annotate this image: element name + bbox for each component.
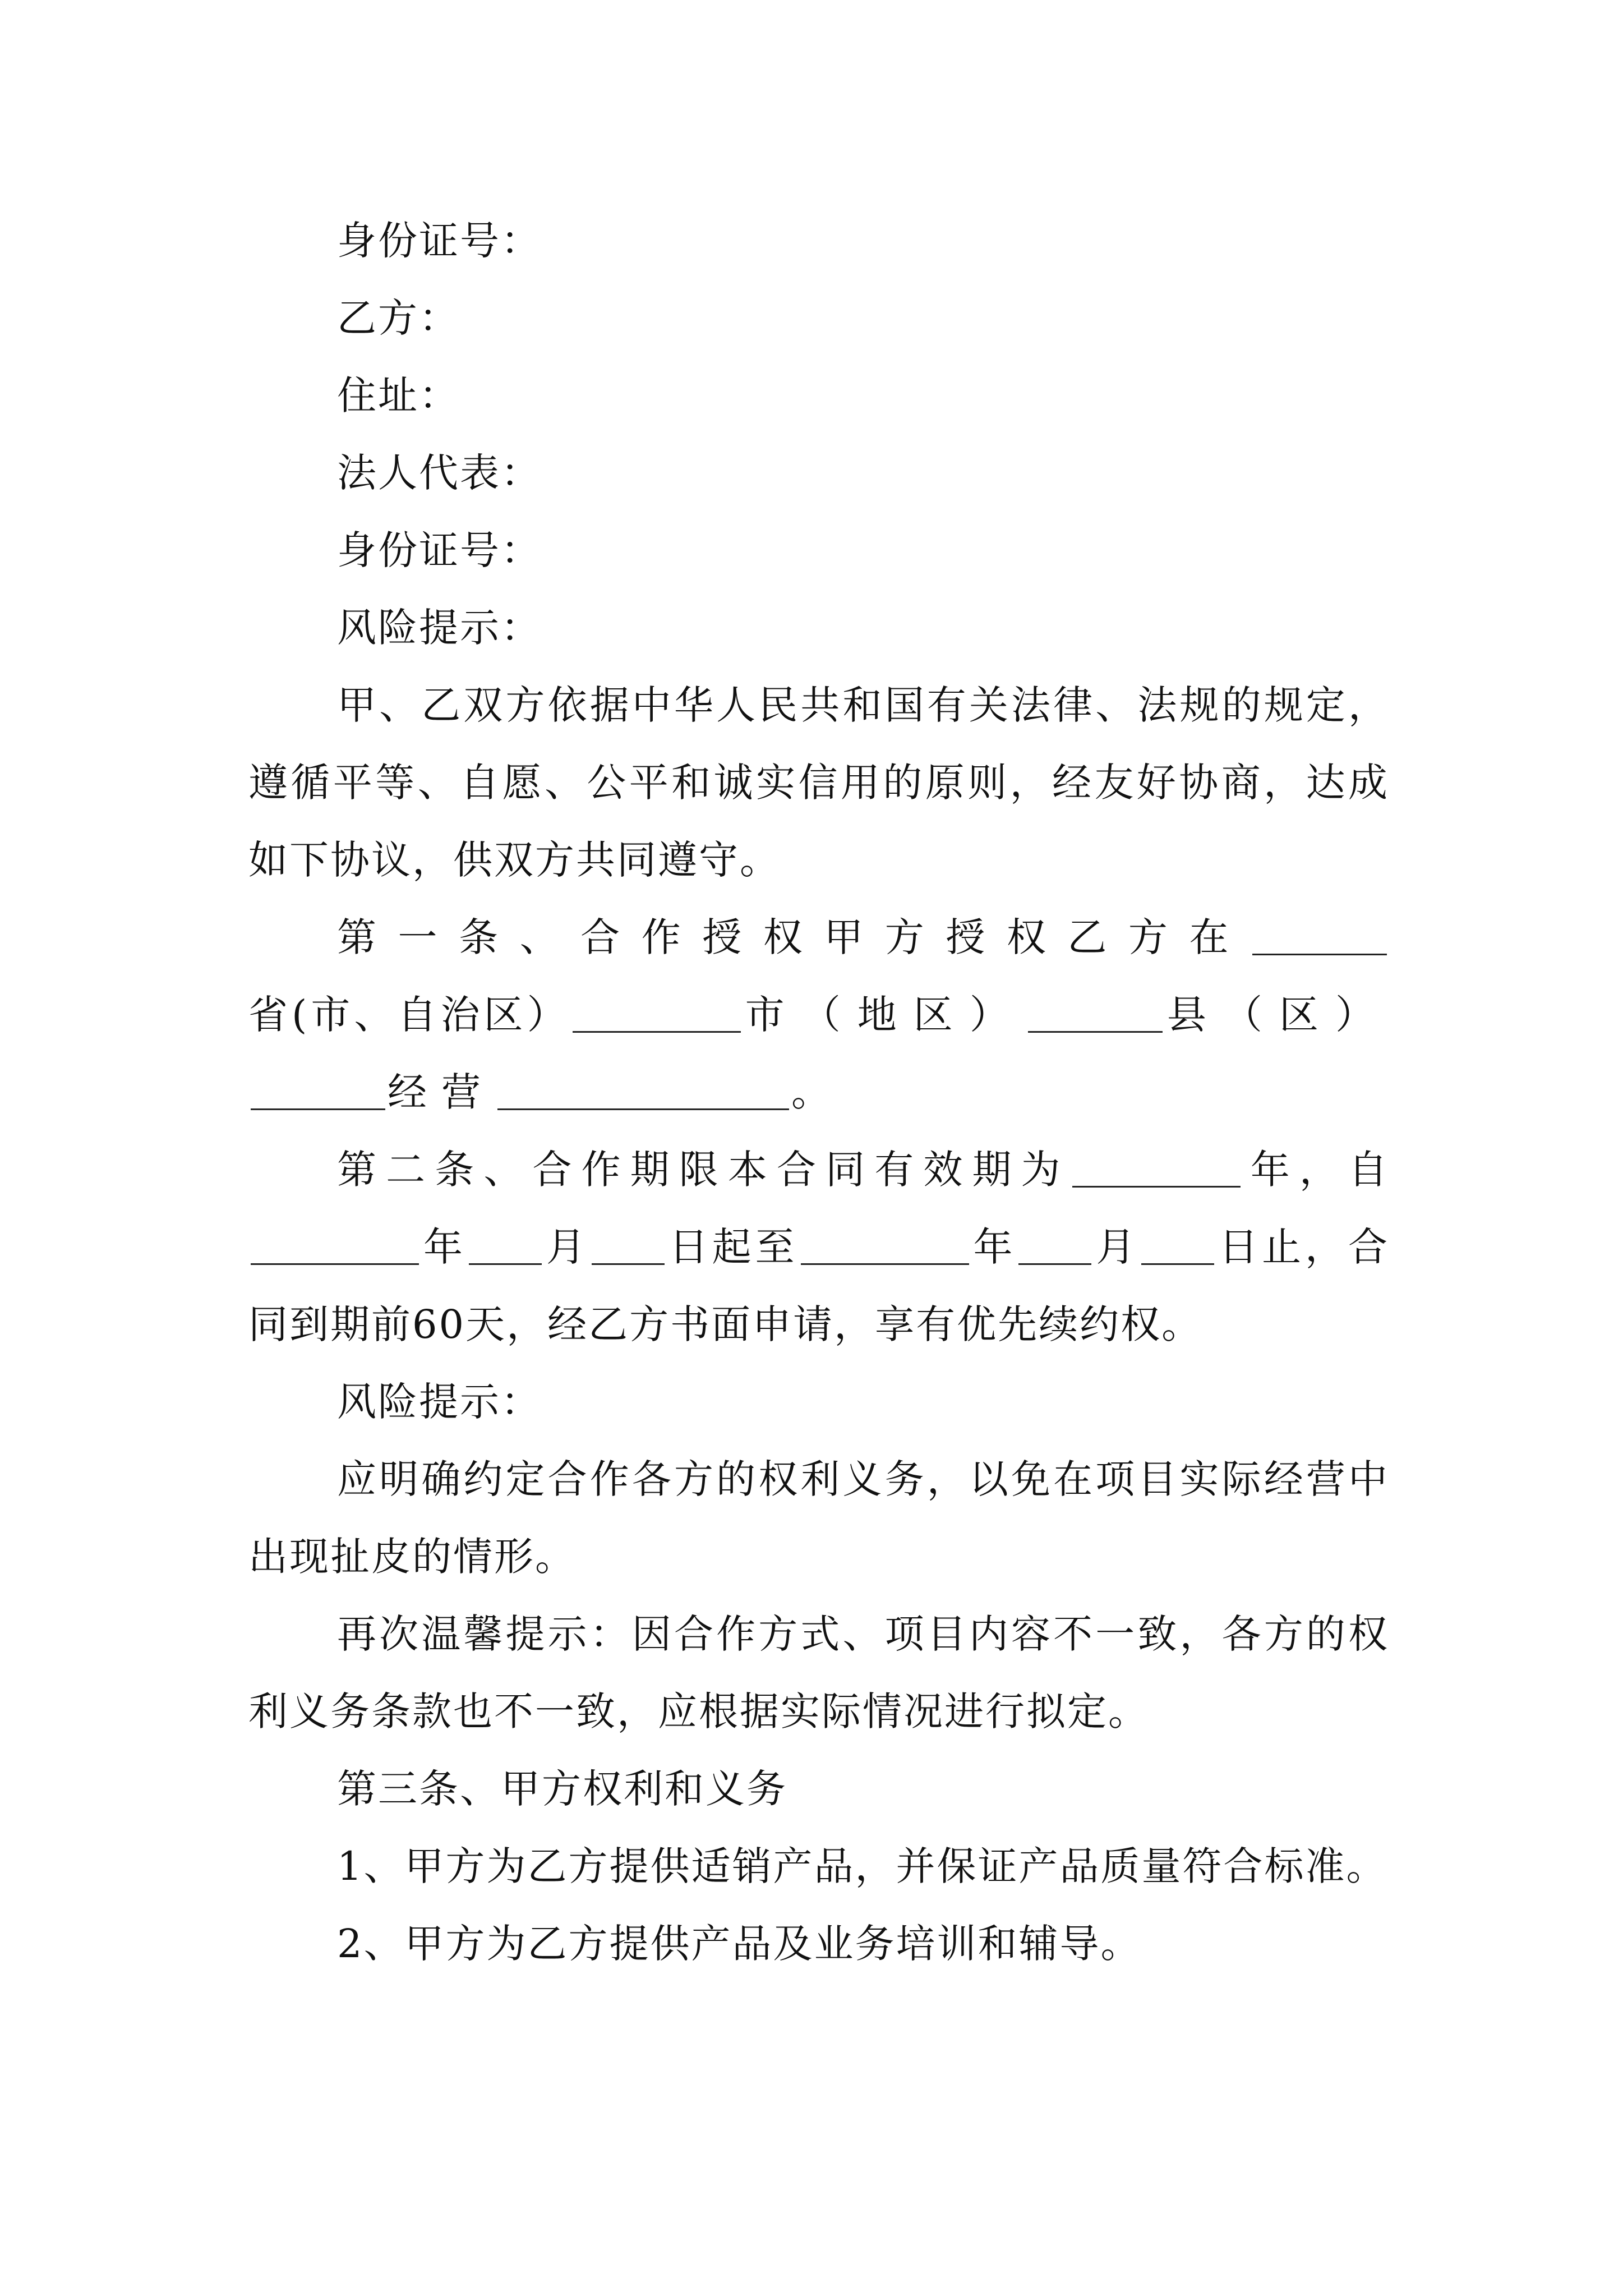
article-2-text-a: 第二条、合作期限本合同有效期为 xyxy=(337,1147,1070,1193)
party-b-label: 乙方： xyxy=(337,295,460,341)
article-1 xyxy=(248,899,1389,1131)
years-blank xyxy=(1072,1147,1241,1188)
risk-notice-1: 风险提示： xyxy=(337,605,542,651)
business-blank-b xyxy=(497,1069,789,1110)
end-day-blank xyxy=(1141,1224,1214,1265)
article-1-text-b: 省(市、自治区） xyxy=(248,992,570,1038)
address-label: 住址： xyxy=(337,372,460,418)
article-3-item-1: 1、甲方为乙方提供适销产品，并保证产品质量符合标准。 xyxy=(337,1843,1387,1889)
article-1-text-a: 第一条、合作授权甲方授权乙方在 xyxy=(337,914,1250,960)
article-3-item-2: 2、甲方为乙方提供产品及业务培训和辅导。 xyxy=(337,1921,1142,1967)
end-year-blank xyxy=(801,1224,969,1265)
article-2 xyxy=(248,1131,1389,1363)
article-2-text-c: 合同到期前60天，经乙方书面申请，享有优先续约权。 xyxy=(248,1224,1389,1347)
province-blank xyxy=(1252,914,1387,955)
risk-notice-2: 风险提示： xyxy=(337,1379,542,1425)
intro-paragraph: 甲、乙双方依据中华人民共和国有关法律、法规的规定，遵循平等、自愿、公平和诚实信用的原则，经友好协商，达成如下协议，供双方共同遵守。 xyxy=(248,682,1389,883)
article-1-text-c: 市（地区） xyxy=(743,992,1026,1038)
risk-notice-2-text: 应明确约定合作各方的权利义务，以免在项目实际经营中出现扯皮的情形。 xyxy=(248,1456,1389,1580)
end-day-label: 日止， xyxy=(1216,1224,1348,1270)
start-day-blank xyxy=(592,1224,665,1265)
document-body xyxy=(248,202,1389,1982)
article-3-title: 第三条、甲方权利和义务 xyxy=(337,1766,787,1812)
end-month-label: 月 xyxy=(1094,1224,1140,1270)
article-1-text-f: 。 xyxy=(791,1069,832,1115)
start-day-label: 日起至 xyxy=(666,1224,799,1270)
county-blank xyxy=(1028,992,1163,1033)
article-1-text-e: 经营 xyxy=(388,1069,495,1115)
business-blank-a xyxy=(251,1069,385,1110)
end-month-blank xyxy=(1018,1224,1091,1265)
reminder-paragraph: 再次温馨提示：因合作方式、项目内容不一致，各方的权利义务条款也不一致，应根据实际情况进行拟定。 xyxy=(248,1611,1389,1734)
id-number-a: 身份证号： xyxy=(337,218,542,264)
id-number-b: 身份证号： xyxy=(337,527,542,573)
start-month-blank xyxy=(469,1224,542,1265)
city-blank xyxy=(573,992,741,1033)
start-year-blank xyxy=(251,1224,419,1265)
end-year-label: 年 xyxy=(971,1224,1017,1270)
start-month-label: 月 xyxy=(543,1224,589,1270)
article-2-text-b: 年，自 xyxy=(1242,1147,1390,1193)
start-year-label: 年 xyxy=(421,1224,467,1270)
legal-rep-label: 法人代表： xyxy=(337,450,542,496)
article-1-text-d: 县（区） xyxy=(1164,992,1390,1038)
